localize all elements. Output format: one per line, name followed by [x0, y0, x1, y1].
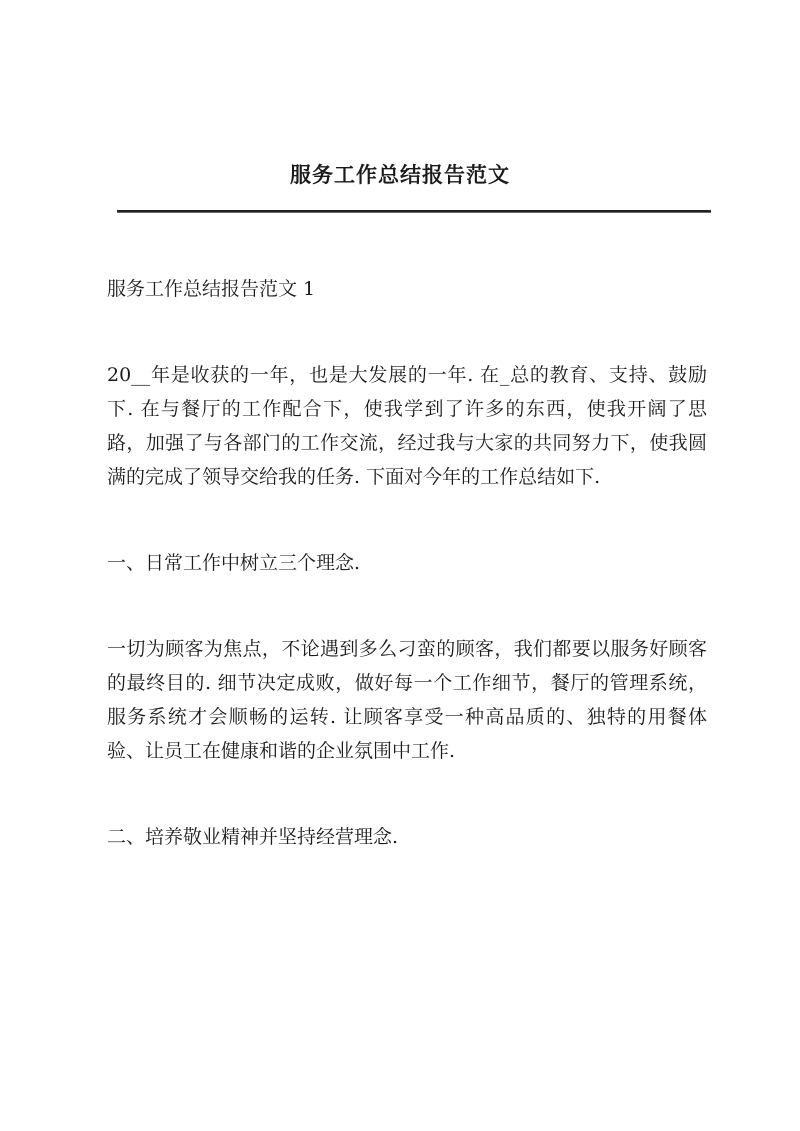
body-paragraph: 一切为顾客为焦点，不论遇到多么刁蛮的顾客，我们都要以服务好顾客的最终目的. 细节决定成败，做好每一个工作细节，餐厅的管理系统，服务系统才会顺畅的运转. 让顾客享受一种高品质的、独特的用餐体验、让员工在健康和谐的企业氛围中工作. [107, 638, 707, 762]
subsection-heading: 二、培养敬业精神并坚持经营理念. [107, 826, 399, 848]
section-heading: 服务工作总结报告范文 1 [107, 278, 316, 300]
body-paragraph: 20__年是收获的一年，也是大发展的一年. 在_总的教育、支持、鼓励下. 在与餐厅的工作配合下，使我学到了许多的东西，使我开阔了思路，加强了与各部门的工作交流，经过我与大家的共同努力下，使我圆满的完成了领导交给我的任务. 下面对今年的工作总结如下. [107, 364, 707, 488]
document-body [107, 272, 707, 906]
title-divider [117, 210, 711, 213]
document-title: 服务工作总结报告范文 [290, 163, 510, 187]
subsection-heading: 一、日常工作中树立三个理念. [107, 552, 361, 574]
